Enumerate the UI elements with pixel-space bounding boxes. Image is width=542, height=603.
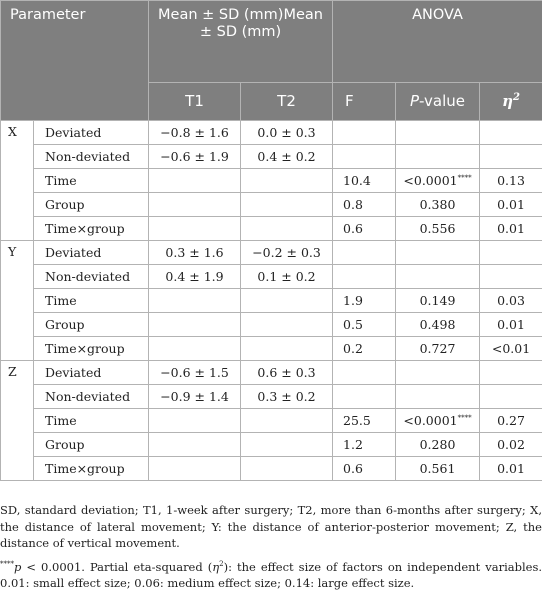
table-row: [1, 409, 542, 433]
f-cell: [333, 385, 396, 409]
t1-cell: [149, 217, 241, 241]
t1-cell: [149, 193, 241, 217]
significance-p: p: [14, 559, 22, 574]
t1-cell: [149, 409, 241, 433]
row-label: Group: [34, 313, 149, 337]
eta-cell: [480, 121, 542, 145]
significance-eta: η: [212, 559, 220, 574]
t2-cell: 0.4 ± 0.2: [241, 145, 333, 169]
eta-symbol: η: [502, 92, 513, 110]
row-label: Time: [34, 289, 149, 313]
eta-cell: 0.02: [480, 433, 542, 457]
row-label: Deviated: [34, 361, 149, 385]
t1-cell: [149, 433, 241, 457]
table-row: [1, 193, 542, 217]
significance-text-1: < 0.0001. Partial eta-squared (: [21, 559, 213, 574]
eta-cell: 0.01: [480, 313, 542, 337]
p-rest: -value: [419, 92, 466, 110]
t1-cell: [149, 289, 241, 313]
t2-cell: −0.2 ± 0.3: [241, 241, 333, 265]
p-italic: P: [410, 92, 420, 110]
table-header: [1, 1, 542, 121]
p-value-cell: [396, 121, 480, 145]
table-row: [1, 169, 542, 193]
t1-cell: 0.4 ± 1.9: [149, 265, 241, 289]
t1-cell: 0.3 ± 1.6: [149, 241, 241, 265]
table-row: [1, 217, 542, 241]
row-label: Time: [34, 169, 149, 193]
p-value-cell: [396, 385, 480, 409]
p-value-cell: [396, 241, 480, 265]
p-value-cell: [396, 193, 480, 217]
eta-superscript: 2: [512, 92, 520, 103]
f-cell: 25.5: [333, 409, 396, 433]
eta-cell: [480, 265, 542, 289]
eta-cell: [480, 145, 542, 169]
t1-cell: [149, 337, 241, 361]
table-row: [1, 265, 542, 289]
p-value-cell: [396, 457, 480, 481]
row-label: Non-deviated: [34, 145, 149, 169]
t1-cell: [149, 169, 241, 193]
significance-asterisks: ****: [0, 559, 14, 568]
row-label: Non-deviated: [34, 265, 149, 289]
f-cell: 0.6: [333, 217, 396, 241]
t2-cell: 0.1 ± 0.2: [241, 265, 333, 289]
t1-cell: −0.8 ± 1.6: [149, 121, 241, 145]
t1-header: T1: [149, 83, 241, 121]
table-row: [1, 457, 542, 481]
row-label: Deviated: [34, 121, 149, 145]
table-row: [1, 241, 542, 265]
p-value-cell: [396, 145, 480, 169]
t2-cell: [241, 193, 333, 217]
table-row: [1, 337, 542, 361]
row-label: Time×group: [34, 457, 149, 481]
t2-cell: [241, 169, 333, 193]
significance-marker: ****: [457, 173, 472, 182]
t2-header: T2: [241, 83, 333, 121]
p-value-text: 0.556: [419, 220, 456, 236]
eta-cell: 0.03: [480, 289, 542, 313]
t2-cell: [241, 289, 333, 313]
t2-cell: [241, 217, 333, 241]
f-cell: [333, 145, 396, 169]
t2-cell: [241, 337, 333, 361]
row-label: Time×group: [34, 217, 149, 241]
significance-text-2: ): the effect size of factors on independent variables. 0.01: small effect size; 0.06: medium effect size; 0.14: large effect size.: [0, 559, 542, 590]
t2-cell: [241, 409, 333, 433]
significance-marker: ****: [457, 413, 472, 422]
row-label: Non-deviated: [34, 385, 149, 409]
abbreviation-note: SD, standard deviation; T1, 1-week after surgery; T2, more than 6-months after surgery; X, the distance of lateral movement; Y: the distance of anterior-posterior movement; Z, the distance of vertical movement.: [0, 503, 542, 550]
mean-sd-header: Mean ± SD (mm)Mean ± SD (mm): [149, 1, 333, 83]
table-footnotes: [0, 502, 542, 592]
table-row: [1, 385, 542, 409]
f-cell: 0.2: [333, 337, 396, 361]
p-value-cell: [396, 265, 480, 289]
table-row: [1, 313, 542, 337]
t1-cell: [149, 313, 241, 337]
p-value-text: 0.149: [419, 292, 456, 308]
table-row: [1, 121, 542, 145]
eta-cell: 0.13: [480, 169, 542, 193]
table-row: [1, 289, 542, 313]
p-value-header: [396, 83, 480, 121]
anova-header: ANOVA: [333, 1, 542, 83]
t1-cell: [149, 457, 241, 481]
table-row: [1, 433, 542, 457]
table-body: [1, 121, 542, 481]
eta-cell: 0.27: [480, 409, 542, 433]
f-cell: 1.2: [333, 433, 396, 457]
f-cell: 0.6: [333, 457, 396, 481]
axis-label: X: [1, 121, 34, 241]
t2-cell: [241, 433, 333, 457]
f-cell: [333, 241, 396, 265]
eta-cell: 0.01: [480, 457, 542, 481]
row-label: Time: [34, 409, 149, 433]
t2-cell: 0.0 ± 0.3: [241, 121, 333, 145]
p-value-cell: [396, 361, 480, 385]
t2-cell: [241, 457, 333, 481]
f-cell: [333, 121, 396, 145]
row-label: Group: [34, 433, 149, 457]
f-cell: 10.4: [333, 169, 396, 193]
p-value-cell: [396, 313, 480, 337]
eta-cell: <0.01: [480, 337, 542, 361]
p-value-text: <0.0001: [403, 172, 458, 188]
p-value-cell: [396, 169, 480, 193]
p-value-text: 0.380: [419, 196, 456, 212]
p-value-text: 0.498: [419, 316, 456, 332]
f-cell: [333, 361, 396, 385]
table-row: [1, 361, 542, 385]
t1-cell: −0.6 ± 1.9: [149, 145, 241, 169]
eta-cell: [480, 241, 542, 265]
p-value-cell: [396, 289, 480, 313]
row-label: Deviated: [34, 241, 149, 265]
t1-cell: −0.6 ± 1.5: [149, 361, 241, 385]
p-value-text: 0.727: [419, 340, 456, 356]
t2-cell: 0.6 ± 0.3: [241, 361, 333, 385]
eta-cell: [480, 385, 542, 409]
eta-cell: 0.01: [480, 193, 542, 217]
row-label: Group: [34, 193, 149, 217]
eta-header: [480, 83, 542, 121]
p-value-cell: [396, 217, 480, 241]
f-cell: 0.5: [333, 313, 396, 337]
p-value-text: <0.0001: [403, 412, 458, 428]
significance-note: [0, 559, 542, 592]
t2-cell: 0.3 ± 0.2: [241, 385, 333, 409]
eta-cell: [480, 361, 542, 385]
p-value-text: 0.561: [419, 460, 456, 476]
t2-cell: [241, 313, 333, 337]
p-value-text: 0.280: [419, 436, 456, 452]
f-cell: 0.8: [333, 193, 396, 217]
table-row: [1, 145, 542, 169]
row-label: Time×group: [34, 337, 149, 361]
p-value-cell: [396, 337, 480, 361]
p-value-cell: [396, 433, 480, 457]
t1-cell: −0.9 ± 1.4: [149, 385, 241, 409]
axis-label: Z: [1, 361, 34, 481]
f-cell: [333, 265, 396, 289]
axis-label: Y: [1, 241, 34, 361]
eta-cell: 0.01: [480, 217, 542, 241]
significance-eta-sup: 2: [219, 559, 224, 568]
f-cell: 1.9: [333, 289, 396, 313]
parameter-header: Parameter: [1, 1, 149, 121]
p-value-cell: [396, 409, 480, 433]
f-header: F: [333, 83, 396, 121]
